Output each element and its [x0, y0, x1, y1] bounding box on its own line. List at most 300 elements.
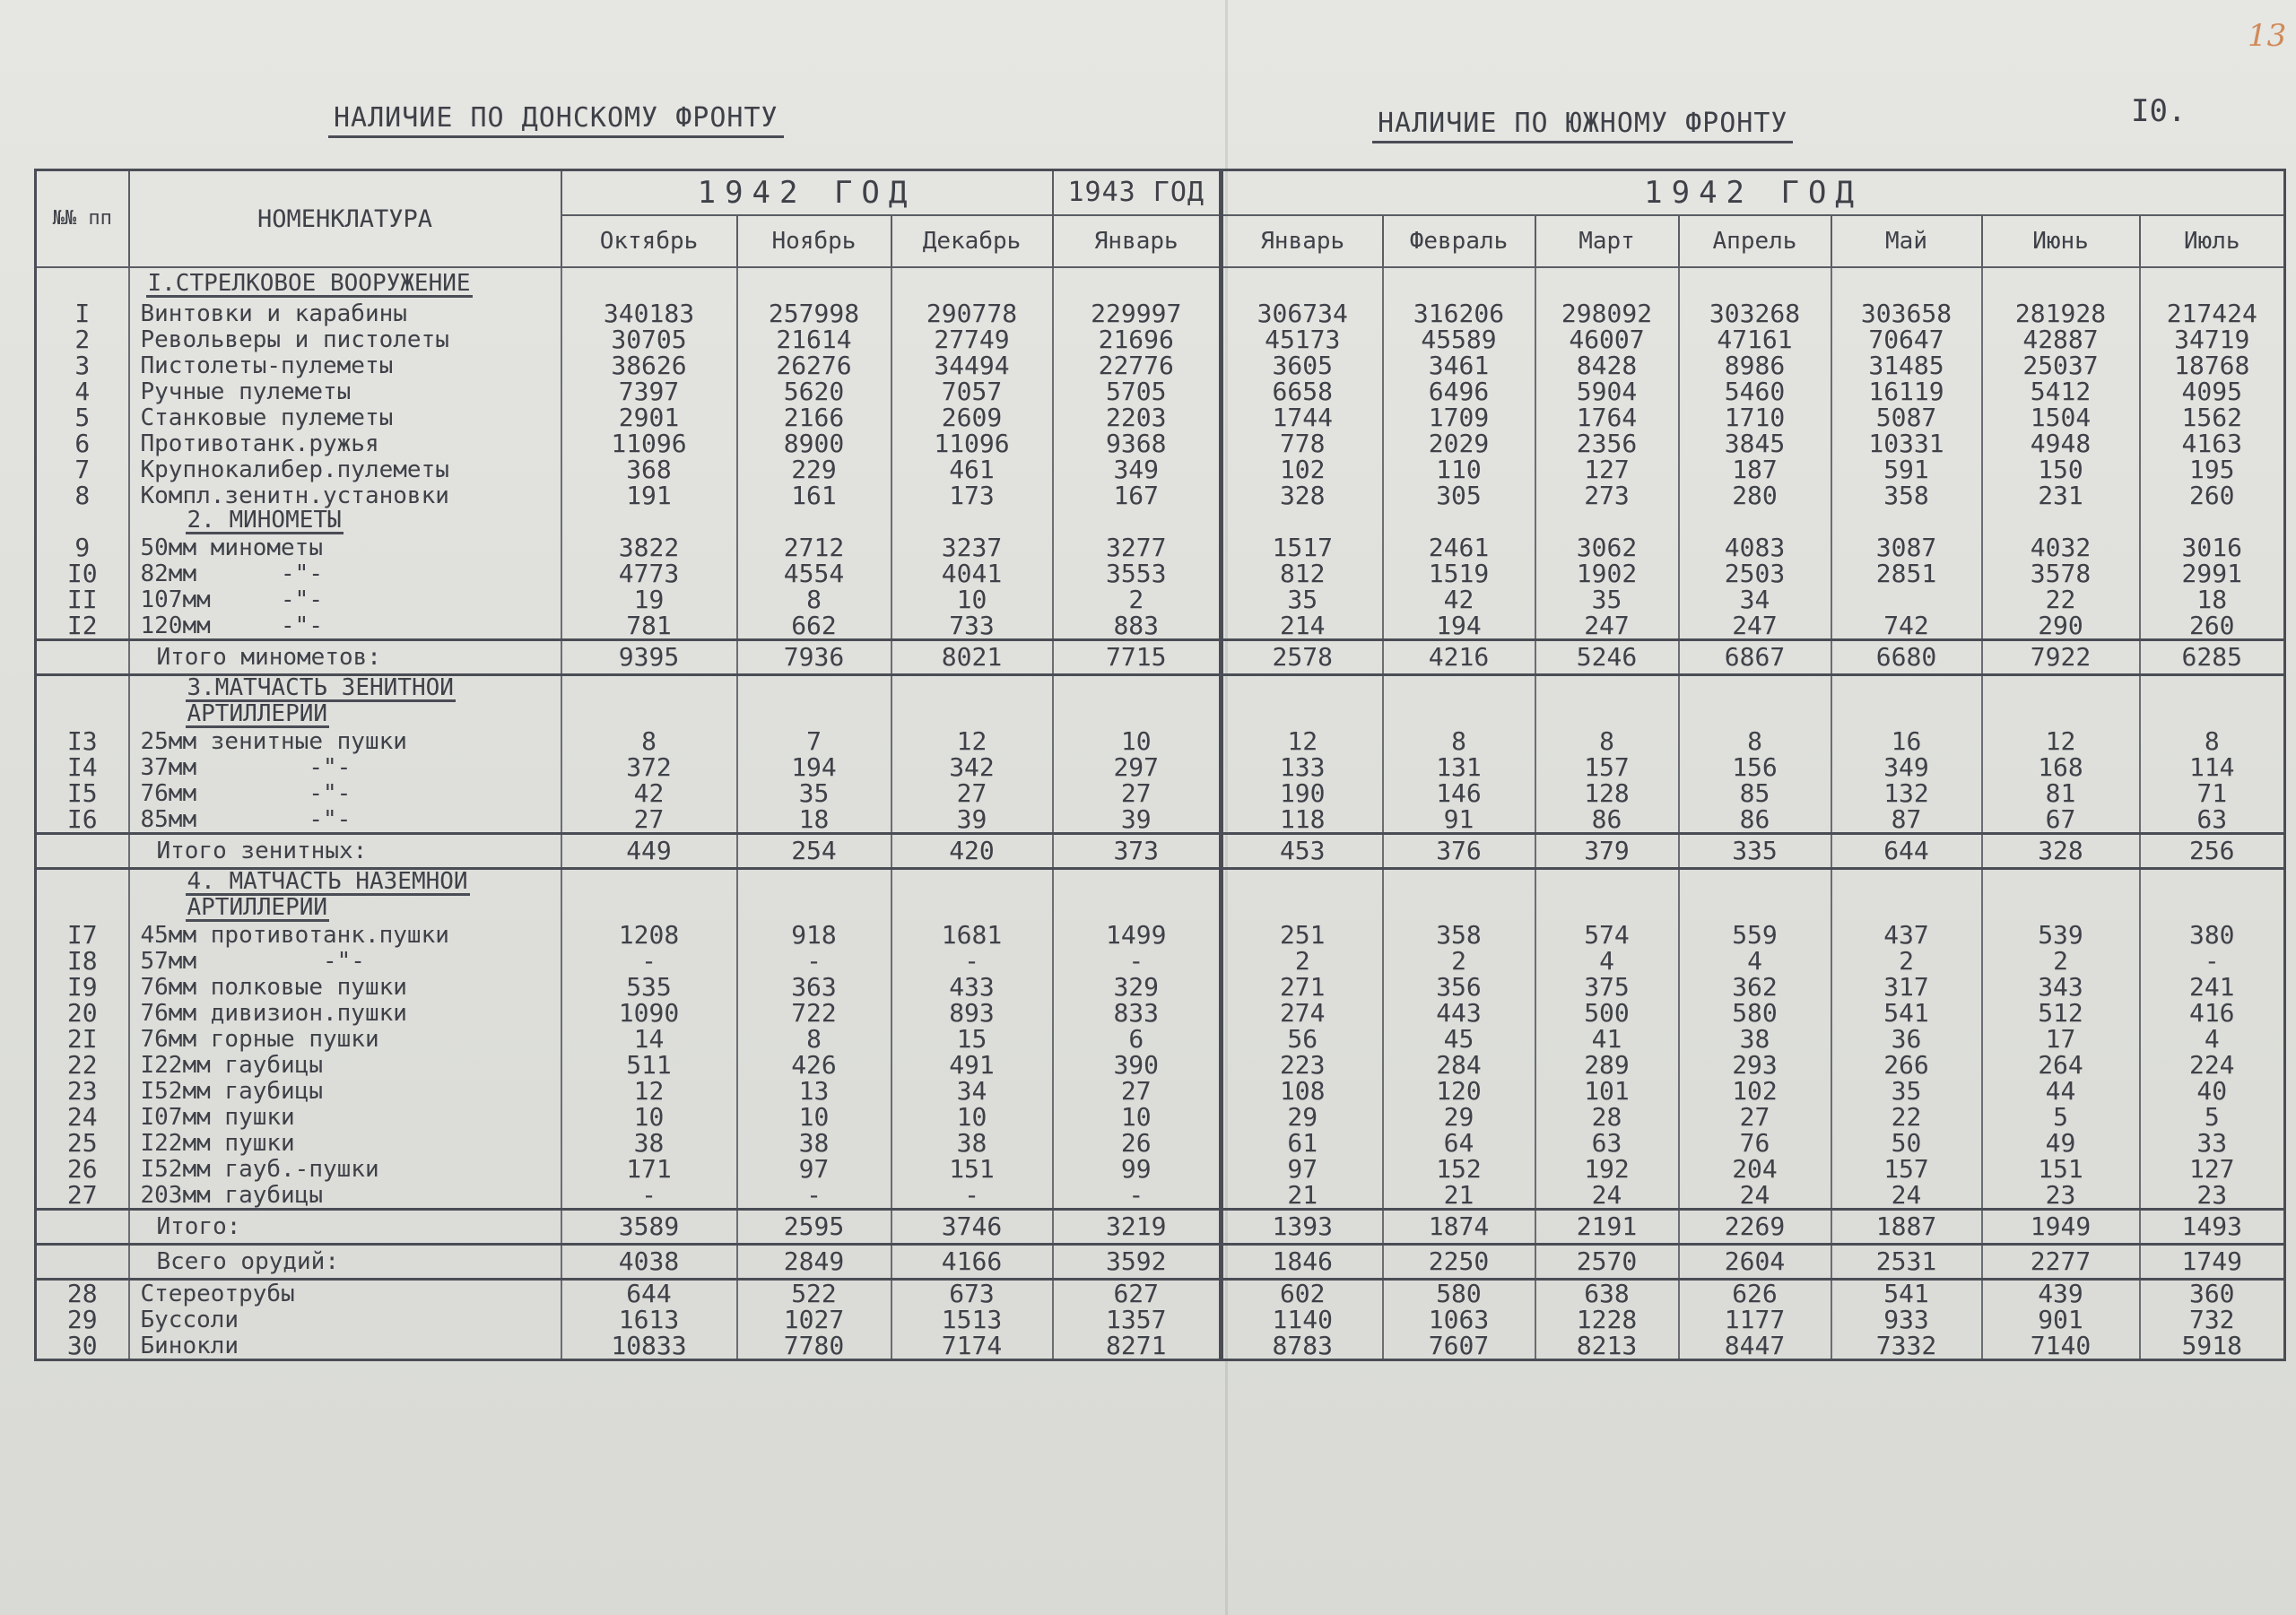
value-cell: 2604: [1679, 1245, 1831, 1280]
value-cell: 23: [1982, 1182, 2140, 1210]
value-cell: 1090: [561, 1000, 737, 1026]
value-cell: 3822: [561, 534, 737, 560]
value-cell: 120: [1383, 1078, 1535, 1104]
section-heading-row: [36, 267, 2285, 300]
value-cell: 328: [1982, 834, 2140, 869]
value-cell: 1613: [561, 1307, 737, 1333]
value-cell: 168: [1982, 754, 2140, 780]
value-cell: 36: [1831, 1026, 1982, 1052]
value-cell: 85: [1679, 780, 1831, 806]
value-cell: 1681: [891, 922, 1053, 948]
table-row: [36, 1026, 2285, 1052]
value-cell: 1710: [1679, 404, 1831, 430]
table-row: [36, 1104, 2285, 1130]
value-cell: 358: [1383, 922, 1535, 948]
value-cell: 2: [1222, 948, 1383, 974]
value-cell: 27749: [891, 326, 1053, 352]
table-row: [36, 534, 2285, 560]
value-cell: 360: [2140, 1280, 2285, 1307]
value-cell: 2851: [1831, 560, 1982, 586]
value-cell: 2356: [1535, 430, 1679, 456]
row-index: 25: [36, 1130, 129, 1156]
value-cell: 3087: [1831, 534, 1982, 560]
item-name: Ручные пулеметы: [129, 378, 561, 404]
item-name: 203мм гаубицы: [129, 1182, 561, 1210]
section-heading-row: [36, 702, 2285, 728]
total-row: [36, 1245, 2285, 1280]
value-cell: 2: [1053, 586, 1222, 612]
value-cell: 833: [1053, 1000, 1222, 1026]
section-heading: 3.МАТЧАСТЬ ЗЕНИТНОЙ: [187, 674, 454, 701]
value-cell: 190: [1222, 780, 1383, 806]
value-cell: 3845: [1679, 430, 1831, 456]
table-row: [36, 326, 2285, 352]
page-number: I0.: [2131, 93, 2187, 129]
value-cell: 87: [1831, 806, 1982, 834]
value-cell: 1709: [1383, 404, 1535, 430]
value-cell: 224: [2140, 1052, 2285, 1078]
value-cell: 25037: [1982, 352, 2140, 378]
value-cell: 1208: [561, 922, 737, 948]
value-cell: -: [561, 948, 737, 974]
value-cell: 297: [1053, 754, 1222, 780]
item-name: Бинокли: [129, 1333, 561, 1360]
value-cell: 349: [1831, 754, 1982, 780]
value-cell: 217424: [2140, 300, 2285, 326]
header-month-2: Декабрь: [891, 215, 1053, 267]
value-cell: 1749: [2140, 1245, 2285, 1280]
value-cell: 4032: [1982, 534, 2140, 560]
item-name: 107мм -"-: [129, 586, 561, 612]
row-index: [36, 640, 129, 675]
value-cell: 1562: [2140, 404, 2285, 430]
section-heading-row: [36, 675, 2285, 703]
value-cell: 21: [1383, 1182, 1535, 1210]
value-cell: 2712: [737, 534, 891, 560]
item-name: I52мм гаубицы: [129, 1078, 561, 1104]
header-month-1: Ноябрь: [737, 215, 891, 267]
value-cell: 3592: [1053, 1245, 1222, 1280]
value-cell: 91: [1383, 806, 1535, 834]
total-label: Итого:: [129, 1210, 561, 1245]
item-name: I22мм гаубицы: [129, 1052, 561, 1078]
value-cell: 34494: [891, 352, 1053, 378]
value-cell: 86: [1679, 806, 1831, 834]
row-index: 22: [36, 1052, 129, 1078]
value-cell: 5620: [737, 378, 891, 404]
value-cell: 306734: [1222, 300, 1383, 326]
value-cell: 7397: [561, 378, 737, 404]
item-name: Стереотрубы: [129, 1280, 561, 1307]
row-index: 4: [36, 378, 129, 404]
value-cell: 1357: [1053, 1307, 1222, 1333]
value-cell: 2191: [1535, 1210, 1679, 1245]
item-name: 120мм -"-: [129, 612, 561, 640]
value-cell: 128: [1535, 780, 1679, 806]
value-cell: 194: [1383, 612, 1535, 640]
value-cell: 368: [561, 456, 737, 482]
value-cell: 229997: [1053, 300, 1222, 326]
value-cell: 574: [1535, 922, 1679, 948]
value-cell: 2: [1982, 948, 2140, 974]
value-cell: 192: [1535, 1156, 1679, 1182]
value-cell: 362: [1679, 974, 1831, 1000]
row-index: 30: [36, 1333, 129, 1360]
value-cell: 18: [2140, 586, 2285, 612]
section-heading-row: [36, 896, 2285, 922]
value-cell: 2849: [737, 1245, 891, 1280]
header-year-1943-don: 1943 ГОД: [1053, 170, 1222, 216]
table-row: [36, 352, 2285, 378]
value-cell: 157: [1831, 1156, 1982, 1182]
value-cell: 9368: [1053, 430, 1222, 456]
value-cell: 644: [561, 1280, 737, 1307]
table-row: [36, 300, 2285, 326]
value-cell: 152: [1383, 1156, 1535, 1182]
value-cell: 281928: [1982, 300, 2140, 326]
value-cell: 12: [1982, 728, 2140, 754]
value-cell: 335: [1679, 834, 1831, 869]
table-row: [36, 974, 2285, 1000]
value-cell: 70647: [1831, 326, 1982, 352]
header-month-8: Май: [1831, 215, 1982, 267]
value-cell: 340183: [561, 300, 737, 326]
value-cell: -: [561, 1182, 737, 1210]
value-cell: 63: [1535, 1130, 1679, 1156]
table-row: [36, 378, 2285, 404]
value-cell: 329: [1053, 974, 1222, 1000]
value-cell: 151: [891, 1156, 1053, 1182]
value-cell: 342: [891, 754, 1053, 780]
value-cell: 511: [561, 1052, 737, 1078]
value-cell: -: [891, 1182, 1053, 1210]
value-cell: 42: [1383, 586, 1535, 612]
row-index: I0: [36, 560, 129, 586]
value-cell: 437: [1831, 922, 1982, 948]
row-index: 7: [36, 456, 129, 482]
value-cell: 7174: [891, 1333, 1053, 1360]
inventory-table: [34, 169, 2286, 1361]
value-cell: 1499: [1053, 922, 1222, 948]
value-cell: 118: [1222, 806, 1383, 834]
value-cell: 3062: [1535, 534, 1679, 560]
value-cell: 156: [1679, 754, 1831, 780]
value-cell: 50: [1831, 1130, 1982, 1156]
value-cell: 4166: [891, 1245, 1053, 1280]
value-cell: 204: [1679, 1156, 1831, 1182]
value-cell: 56: [1222, 1026, 1383, 1052]
value-cell: 8447: [1679, 1333, 1831, 1360]
value-cell: 7140: [1982, 1333, 2140, 1360]
archive-pencil-number: 13: [2248, 18, 2287, 54]
value-cell: 449: [561, 834, 737, 869]
row-index: II: [36, 586, 129, 612]
value-cell: 11096: [891, 430, 1053, 456]
value-cell: 256: [2140, 834, 2285, 869]
total-row: [36, 1210, 2285, 1245]
value-cell: 16119: [1831, 378, 1982, 404]
value-cell: 4083: [1679, 534, 1831, 560]
value-cell: 3237: [891, 534, 1053, 560]
value-cell: 673: [891, 1280, 1053, 1307]
value-cell: 26: [1053, 1130, 1222, 1156]
item-name: Компл.зенитн.установки: [129, 482, 561, 508]
value-cell: 173: [891, 482, 1053, 508]
value-cell: 416: [2140, 1000, 2285, 1026]
value-cell: 358: [1831, 482, 1982, 508]
value-cell: 3277: [1053, 534, 1222, 560]
table-row: [36, 1333, 2285, 1360]
item-name: I52мм гауб.-пушки: [129, 1156, 561, 1182]
value-cell: 1228: [1535, 1307, 1679, 1333]
value-cell: 781: [561, 612, 737, 640]
value-cell: 21: [1222, 1182, 1383, 1210]
value-cell: 19: [561, 586, 737, 612]
value-cell: 812: [1222, 560, 1383, 586]
value-cell: 1063: [1383, 1307, 1535, 1333]
table-row: [36, 754, 2285, 780]
section-heading: АРТИЛЛЕРИИ: [187, 896, 328, 921]
value-cell: 40: [2140, 1078, 2285, 1104]
value-cell: 33: [2140, 1130, 2285, 1156]
value-cell: 22: [1831, 1104, 1982, 1130]
value-cell: 81: [1982, 780, 2140, 806]
table-row: [36, 404, 2285, 430]
table-row: [36, 1307, 2285, 1333]
value-cell: 2: [1831, 948, 1982, 974]
value-cell: 44: [1982, 1078, 2140, 1104]
row-index: I: [36, 300, 129, 326]
value-cell: 102: [1222, 456, 1383, 482]
value-cell: 24: [1679, 1182, 1831, 1210]
value-cell: 5460: [1679, 378, 1831, 404]
table-row: [36, 1182, 2285, 1210]
header-month-7: Апрель: [1679, 215, 1831, 267]
item-name: Пистолеты-пулеметы: [129, 352, 561, 378]
value-cell: 14: [561, 1026, 737, 1052]
value-cell: 11096: [561, 430, 737, 456]
value-cell: -: [737, 948, 891, 974]
value-cell: 28: [1535, 1104, 1679, 1130]
value-cell: 376: [1383, 834, 1535, 869]
value-cell: 27: [561, 806, 737, 834]
row-index: 2I: [36, 1026, 129, 1052]
value-cell: 933: [1831, 1307, 1982, 1333]
value-cell: -: [2140, 948, 2285, 974]
header-nomenclature: НОМЕНКЛАТУРА: [129, 170, 561, 268]
value-cell: 5246: [1535, 640, 1679, 675]
value-cell: 290778: [891, 300, 1053, 326]
value-cell: 375: [1535, 974, 1679, 1000]
value-cell: 23: [2140, 1182, 2285, 1210]
value-cell: 349: [1053, 456, 1222, 482]
value-cell: 1744: [1222, 404, 1383, 430]
value-cell: 26276: [737, 352, 891, 378]
header-month-9: Июнь: [1982, 215, 2140, 267]
value-cell: 171: [561, 1156, 737, 1182]
value-cell: 7: [737, 728, 891, 754]
section-heading: АРТИЛЛЕРИИ: [187, 702, 328, 727]
value-cell: 260: [2140, 482, 2285, 508]
value-cell: 35: [737, 780, 891, 806]
value-cell: 38: [891, 1130, 1053, 1156]
value-cell: 356: [1383, 974, 1535, 1000]
item-name: 76мм полковые пушки: [129, 974, 561, 1000]
value-cell: 47161: [1679, 326, 1831, 352]
header-month-6: Март: [1535, 215, 1679, 267]
value-cell: 535: [561, 974, 737, 1000]
row-index: 23: [36, 1078, 129, 1104]
value-cell: 722: [737, 1000, 891, 1026]
header-month-4: Январь: [1222, 215, 1383, 267]
section-heading-row: [36, 508, 2285, 534]
value-cell: 8900: [737, 430, 891, 456]
value-cell: 4216: [1383, 640, 1535, 675]
header-month-0: Октябрь: [561, 215, 737, 267]
value-cell: 45: [1383, 1026, 1535, 1052]
table-row: [36, 1130, 2285, 1156]
value-cell: 5904: [1535, 378, 1679, 404]
value-cell: 2578: [1222, 640, 1383, 675]
value-cell: 191: [561, 482, 737, 508]
value-cell: 7332: [1831, 1333, 1982, 1360]
value-cell: 8: [1383, 728, 1535, 754]
value-cell: 883: [1053, 612, 1222, 640]
value-cell: 97: [1222, 1156, 1383, 1182]
value-cell: 559: [1679, 922, 1831, 948]
value-cell: 271: [1222, 974, 1383, 1000]
value-cell: 10833: [561, 1333, 737, 1360]
value-cell: 18: [737, 806, 891, 834]
value-cell: 29: [1222, 1104, 1383, 1130]
value-cell: 194: [737, 754, 891, 780]
row-index: [36, 834, 129, 869]
value-cell: 5918: [2140, 1333, 2285, 1360]
value-cell: 38: [1679, 1026, 1831, 1052]
row-index: I4: [36, 754, 129, 780]
value-cell: 453: [1222, 834, 1383, 869]
value-cell: 733: [891, 612, 1053, 640]
value-cell: 241: [2140, 974, 2285, 1000]
value-cell: 580: [1383, 1280, 1535, 1307]
item-name: 76мм -"-: [129, 780, 561, 806]
value-cell: 638: [1535, 1280, 1679, 1307]
value-cell: 67: [1982, 806, 2140, 834]
value-cell: 4163: [2140, 430, 2285, 456]
value-cell: 30705: [561, 326, 737, 352]
value-cell: 4948: [1982, 430, 2140, 456]
value-cell: 3461: [1383, 352, 1535, 378]
value-cell: 27: [1679, 1104, 1831, 1130]
value-cell: 4038: [561, 1245, 737, 1280]
header-month-5: Февраль: [1383, 215, 1535, 267]
value-cell: 778: [1222, 430, 1383, 456]
value-cell: 229: [737, 456, 891, 482]
value-cell: 38: [737, 1130, 891, 1156]
value-cell: 8783: [1222, 1333, 1383, 1360]
total-label: Итого минометов:: [129, 640, 561, 675]
value-cell: 10: [891, 586, 1053, 612]
value-cell: 150: [1982, 456, 2140, 482]
table-row: [36, 948, 2285, 974]
value-cell: 35: [1222, 586, 1383, 612]
value-cell: 27: [1053, 780, 1222, 806]
value-cell: 644: [1831, 834, 1982, 869]
value-cell: 7936: [737, 640, 891, 675]
value-cell: 35: [1831, 1078, 1982, 1104]
value-cell: 42: [561, 780, 737, 806]
value-cell: 146: [1383, 780, 1535, 806]
value-cell: 8: [561, 728, 737, 754]
row-index: 28: [36, 1280, 129, 1307]
value-cell: 151: [1982, 1156, 2140, 1182]
value-cell: 293: [1679, 1052, 1831, 1078]
value-cell: 4: [1535, 948, 1679, 974]
value-cell: 127: [1535, 456, 1679, 482]
value-cell: 8213: [1535, 1333, 1679, 1360]
value-cell: 2250: [1383, 1245, 1535, 1280]
value-cell: -: [1053, 1182, 1222, 1210]
value-cell: 8271: [1053, 1333, 1222, 1360]
value-cell: 99: [1053, 1156, 1222, 1182]
value-cell: 10: [561, 1104, 737, 1130]
value-cell: 390: [1053, 1052, 1222, 1078]
row-index: 29: [36, 1307, 129, 1333]
row-index: 24: [36, 1104, 129, 1130]
value-cell: 9395: [561, 640, 737, 675]
row-index: I6: [36, 806, 129, 834]
row-index: 3: [36, 352, 129, 378]
value-cell: 264: [1982, 1052, 2140, 1078]
value-cell: 4041: [891, 560, 1053, 586]
table-row: [36, 1078, 2285, 1104]
value-cell: 35: [1535, 586, 1679, 612]
value-cell: -: [891, 948, 1053, 974]
value-cell: 260: [2140, 612, 2285, 640]
row-index: 27: [36, 1182, 129, 1210]
value-cell: 273: [1535, 482, 1679, 508]
value-cell: 732: [2140, 1307, 2285, 1333]
value-cell: 298092: [1535, 300, 1679, 326]
value-cell: 45173: [1222, 326, 1383, 352]
item-name: 57мм -"-: [129, 948, 561, 974]
item-name: I07мм пушки: [129, 1104, 561, 1130]
value-cell: 133: [1222, 754, 1383, 780]
table-row: [36, 560, 2285, 586]
value-cell: 3219: [1053, 1210, 1222, 1245]
value-cell: 1517: [1222, 534, 1383, 560]
item-name: Винтовки и карабины: [129, 300, 561, 326]
section-heading: I.СТРЕЛКОВОЕ ВООРУЖЕНИЕ: [147, 269, 471, 297]
value-cell: 15: [891, 1026, 1053, 1052]
value-cell: 8: [1679, 728, 1831, 754]
value-cell: 343: [1982, 974, 2140, 1000]
value-cell: 893: [891, 1000, 1053, 1026]
item-name: 25мм зенитные пушки: [129, 728, 561, 754]
value-cell: 3746: [891, 1210, 1053, 1245]
value-cell: 491: [891, 1052, 1053, 1078]
row-index: 5: [36, 404, 129, 430]
item-name: 85мм -"-: [129, 806, 561, 834]
value-cell: 102: [1679, 1078, 1831, 1104]
value-cell: 17: [1982, 1026, 2140, 1052]
value-cell: 8: [1535, 728, 1679, 754]
value-cell: 131: [1383, 754, 1535, 780]
value-cell: 4: [2140, 1026, 2285, 1052]
value-cell: 5: [2140, 1104, 2285, 1130]
value-cell: 7715: [1053, 640, 1222, 675]
value-cell: 5705: [1053, 378, 1222, 404]
